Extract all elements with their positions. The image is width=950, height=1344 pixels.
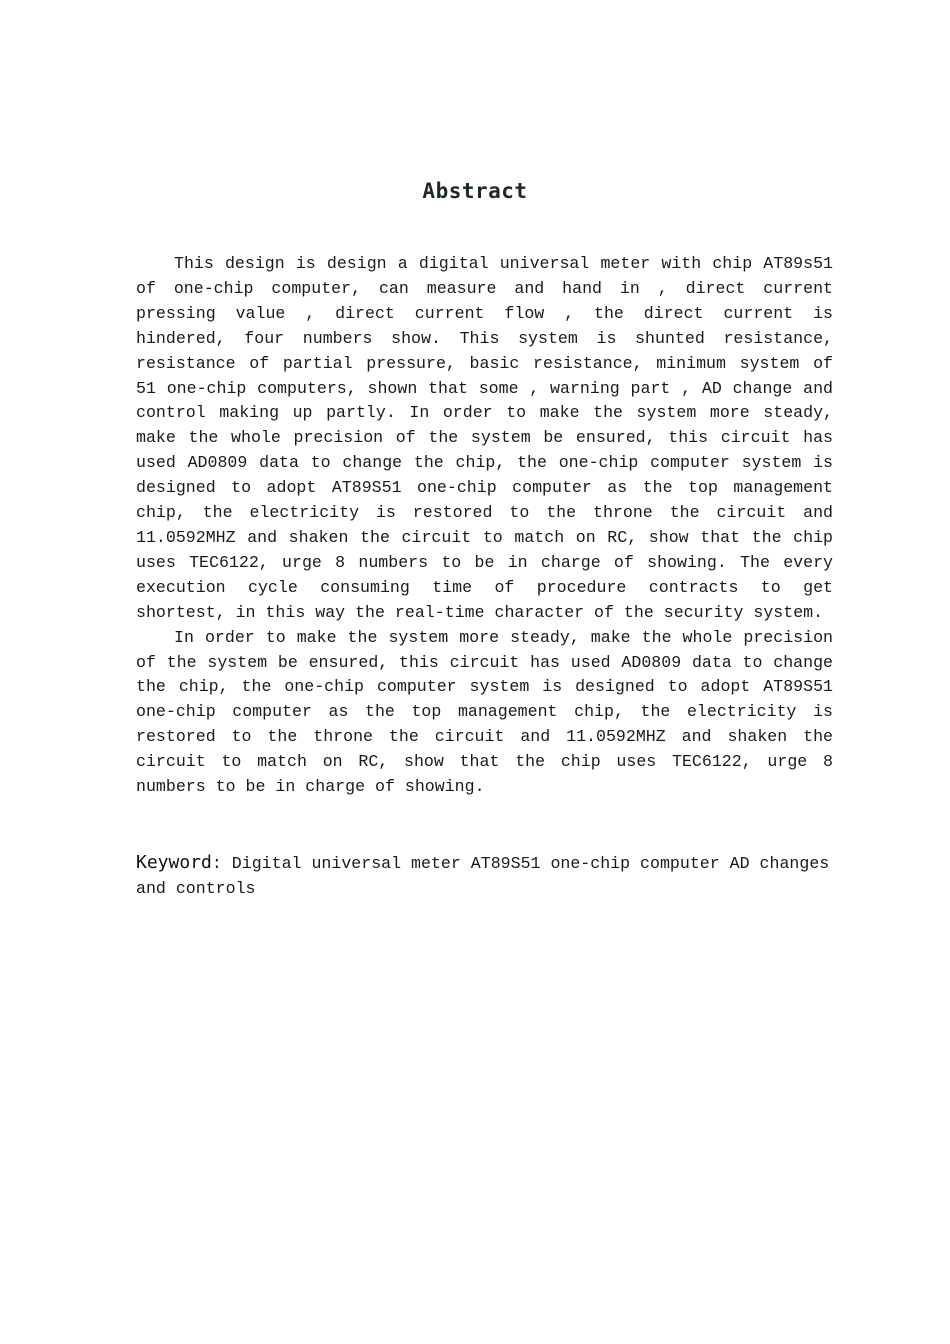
keyword-separator: : — [211, 854, 222, 873]
keyword-line — [136, 851, 833, 902]
page-title: Abstract — [422, 179, 528, 203]
abstract-paragraph-1: This design is design a digital universal meter with chip AT89s51 of one-chip computer, can measure and hand in , direct current pressing value , direct current flow , the direct current is hindered, four numbers show. This system is shunted resistance, resistance of partial pressure, basic resistance, minimum system of 51 one-chip computers, shown that some , warning part , AD change and control making up partly. In order to make the system more steady, make the whole precision of the system be ensured, this circuit has used AD0809 data to change the chip, the one-chip computer system is designed to adopt AT89S51 one-chip computer as the top management chip, the electricity is restored to the throne the circuit and 11.0592MHZ and shaken the circuit to match on RC, show that the chip uses TEC6122, urge 8 numbers to be in charge of showing. The every execution cycle consuming time of procedure contracts to get shortest, in this way the real-time character of the security system. — [136, 254, 833, 622]
keyword-text: Digital universal meter AT89S51 one-chip computer AD changes and controls — [136, 854, 830, 898]
abstract-body — [136, 252, 833, 800]
abstract-paragraph-2: In order to make the system more steady, make the whole precision of the system be ensured, this circuit has used AD0809 data to change the chip, the one-chip computer system is designed to adopt AT89S51 one-chip computer as the top management chip, the electricity is restored to the throne the circuit and 11.0592MHZ and shaken the circuit to match on RC, show that the chip uses TEC6122, urge 8 numbers to be in charge of showing. — [136, 627, 833, 797]
keyword-label: Keyword — [136, 852, 212, 873]
